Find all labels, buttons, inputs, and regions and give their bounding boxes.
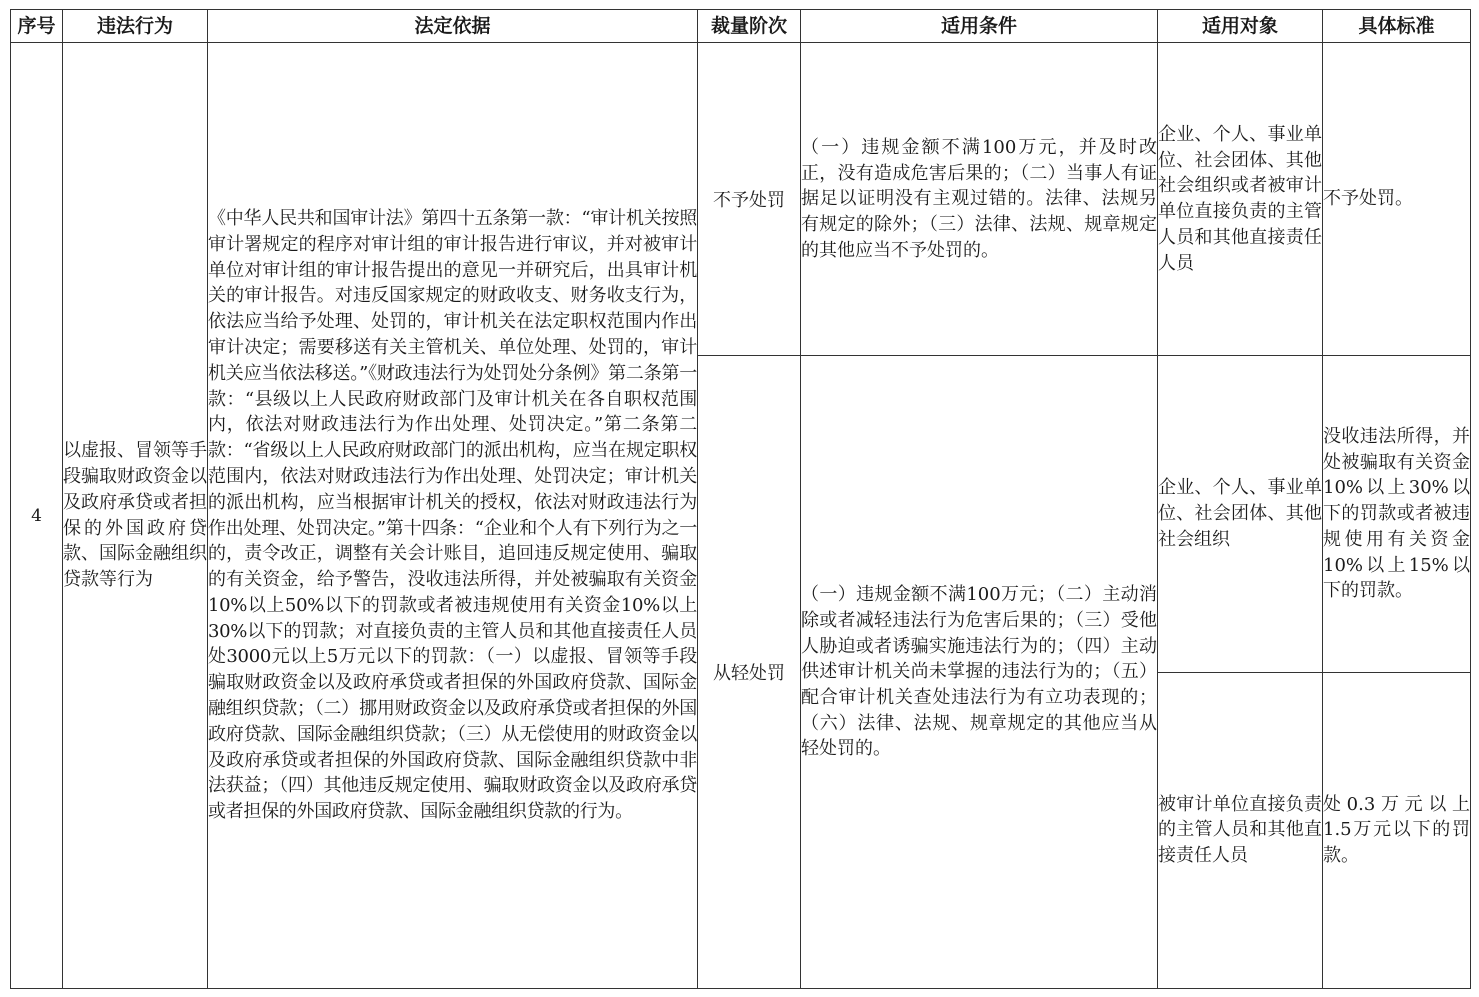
header-basis: 法定依据 [208,10,698,43]
header-standard: 具体标准 [1323,10,1471,43]
level-cell: 从轻处罚 [698,356,801,989]
standard-cell: 不予处罚。 [1323,43,1471,356]
condition-cell: （一）违规金额不满100万元；（二）主动消除或者减轻违法行为危害后果的；（三）受他人胁迫或者诱骗实施违法行为的；（四）主动供述审计机关尚未掌握的违法行为的；（五）配合审计机关查处违法行为有立功表现的；（六）法律、法规、规章规定的其他应当从轻处罚的。 [801,356,1158,989]
target-cell: 被审计单位直接负责的主管人员和其他直接责任人员 [1158,672,1323,988]
target-cell: 企业、个人、事业单位、社会团体、其他社会组织 [1158,356,1323,672]
header-violation: 违法行为 [63,10,208,43]
row-number: 4 [11,43,63,989]
standard-cell: 没收违法所得，并处被骗取有关资金10%以上30%以下的罚款或者被违规使用有关资金10%以上15%以下的罚款。 [1323,356,1471,672]
target-cell: 企业、个人、事业单位、社会团体、其他社会组织或者被审计单位直接负责的主管人员和其他直接责任人员 [1158,43,1323,356]
header-row [11,10,1471,43]
penalty-discretion-table [10,9,1471,989]
condition-cell: （一）违规金额不满100万元，并及时改正，没有造成危害后果的；（二）当事人有证据足以证明没有主观过错的。法律、法规另有规定的除外；（三）法律、法规、规章规定的其他应当不予处罚的。 [801,43,1158,356]
header-no: 序号 [11,10,63,43]
violation-cell: 以虚报、冒领等手段骗取财政资金以及政府承贷或者担保的外国政府贷款、国际金融组织贷款等行为 [63,43,208,989]
table-row [11,43,1471,356]
header-condition: 适用条件 [801,10,1158,43]
header-target: 适用对象 [1158,10,1323,43]
standard-cell: 处0.3万元以上1.5万元以下的罚款。 [1323,672,1471,988]
header-level: 裁量阶次 [698,10,801,43]
legal-basis-cell: 《中华人民共和国审计法》第四十五条第一款：“审计机关按照审计署规定的程序对审计组的审计报告进行审议，并对被审计单位对审计组的审计报告提出的意见一并研究后，出具审计机关的审计报告。对违反国家规定的财政收支、财务收支行为，依法应当给予处理、处罚的，审计机关在法定职权范围内作出审计决定；需要移送有关主管机关、单位处理、处罚的，审计机关应当依法移送。”《财政违法行为处罚处分条例》第二条第一款：“县级以上人民政府财政部门及审计机关在各自职权范围内，依法对财政违法行为作出处理、处罚决定。”第二条第二款：“省级以上人民政府财政部门的派出机构，应当在规定职权范围内，依法对财政违法行为作出处理、处罚决定；审计机关的派出机构，应当根据审计机关的授权，依法对财政违法行为作出处理、处罚决定。”第十四条：“企业和个人有下列行为之一的，责令改正，调整有关会计账目，追回违反规定使用、骗取的有关资金，给予警告，没收违法所得，并处被骗取有关资金10%以上50%以下的罚款或者被违规使用有关资金10%以上30%以下的罚款；对直接负责的主管人员和其他直接责任人员处3000元以上5万元以下的罚款：（一）以虚报、冒领等手段骗取财政资金以及政府承贷或者担保的外国政府贷款、国际金融组织贷款；（二）挪用财政资金以及政府承贷或者担保的外国政府贷款、国际金融组织贷款；（三）从无偿使用的财政资金以及政府承贷或者担保的外国政府贷款、国际金融组织贷款中非法获益；（四）其他违反规定使用、骗取财政资金以及政府承贷或者担保的外国政府贷款、国际金融组织贷款的行为。 [208,43,698,989]
level-cell: 不予处罚 [698,43,801,356]
